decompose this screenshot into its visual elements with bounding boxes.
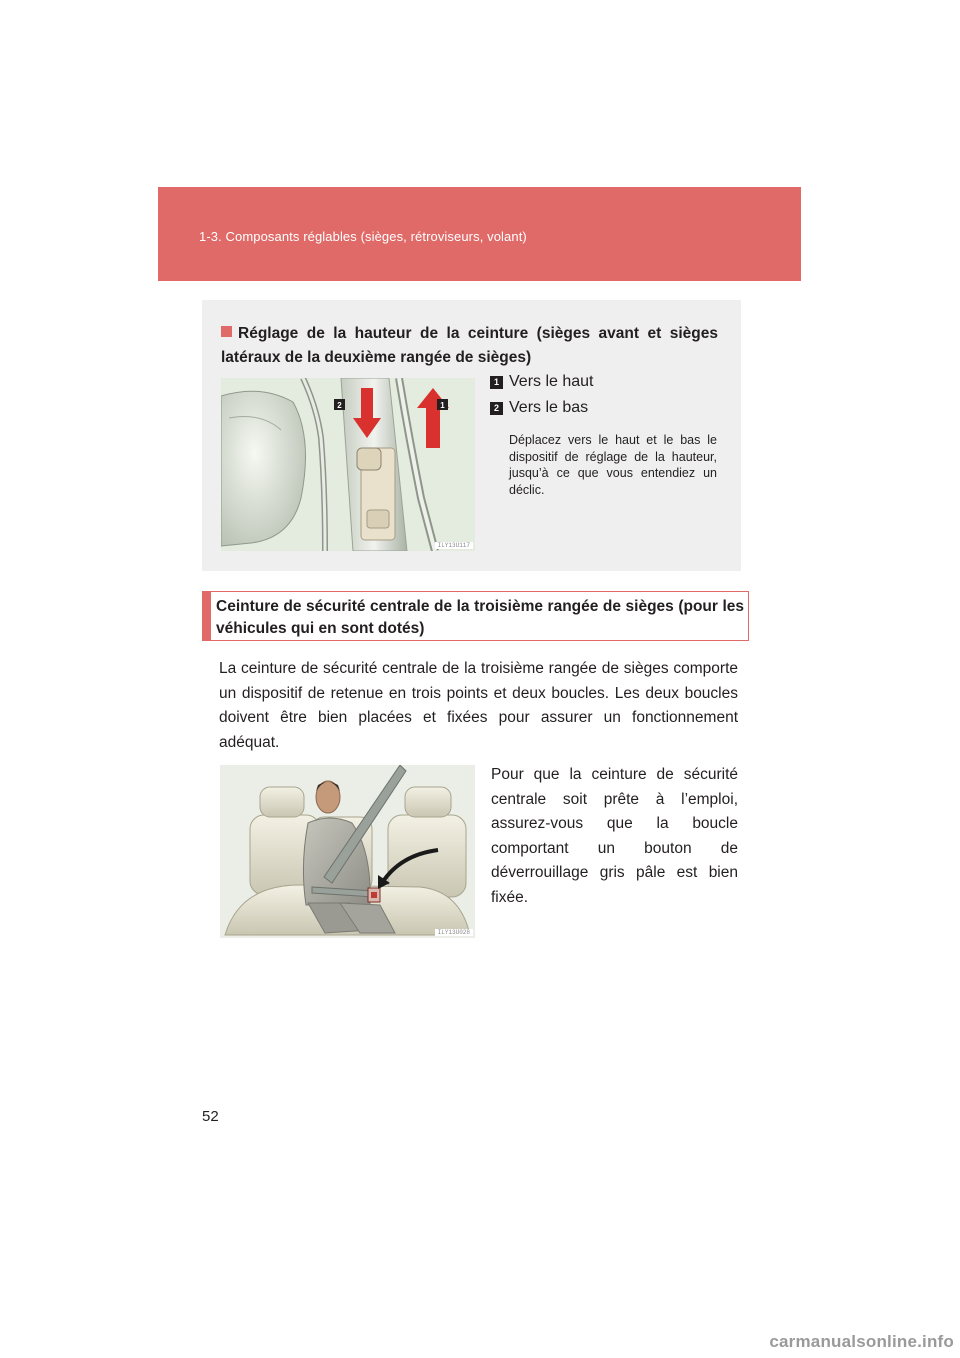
- belt-adjuster-illustration: [221, 378, 475, 551]
- box-heading-text: Réglage de la hauteur de la ceinture (sièges avant et sièges latéraux de la deuxième rangée de sièges): [221, 325, 718, 366]
- page-number: 52: [202, 1108, 219, 1125]
- step-label: Vers le haut: [509, 373, 594, 390]
- box-note: Déplacez vers le haut et le bas le dispositif de réglage de la hauteur, jusqu’à ce que vous entendiez un déclic.: [509, 433, 717, 497]
- belt-adjuster-drawing: [221, 378, 475, 551]
- step-number-badge: 1: [490, 376, 503, 389]
- step-label: Vers le bas: [509, 399, 589, 416]
- body-paragraph: La ceinture de sécurité centrale de la troisième rangée de sièges comporte un dispositif de retenue en trois points et deux boucles. Les deux boucles doivent être bien placées et fixées pour assurer un fonctionnement adéquat.: [219, 660, 738, 751]
- section-heading: [202, 591, 749, 641]
- step-up: [490, 373, 594, 391]
- svg-text:1: 1: [440, 401, 445, 410]
- center-belt-illustration: [220, 765, 475, 938]
- illustration-code: ILY13U028: [435, 929, 473, 936]
- illustration-code: ILY13U117: [435, 542, 473, 549]
- chapter-header-band: [158, 187, 801, 281]
- svg-text:2: 2: [337, 401, 342, 410]
- watermark: carmanualsonline.info: [769, 1332, 954, 1351]
- chapter-section-title: 1-3. Composants réglables (sièges, rétroviseurs, volant): [199, 229, 527, 244]
- step-down: [490, 399, 588, 417]
- box-heading: [221, 322, 718, 370]
- square-bullet-icon: [221, 326, 232, 337]
- step-number-badge: 2: [490, 402, 503, 415]
- center-belt-drawing: [220, 765, 475, 938]
- section-heading-text: Ceinture de sécurité centrale de la troisième rangée de sièges (pour les véhicules qui en sont dotés): [216, 598, 744, 637]
- side-paragraph: Pour que la ceinture de sécurité centrale soit prête à l’emploi, assurez-vous que la boucle comportant un bouton de déverrouillage gris pâle est bien fixée.: [491, 766, 738, 906]
